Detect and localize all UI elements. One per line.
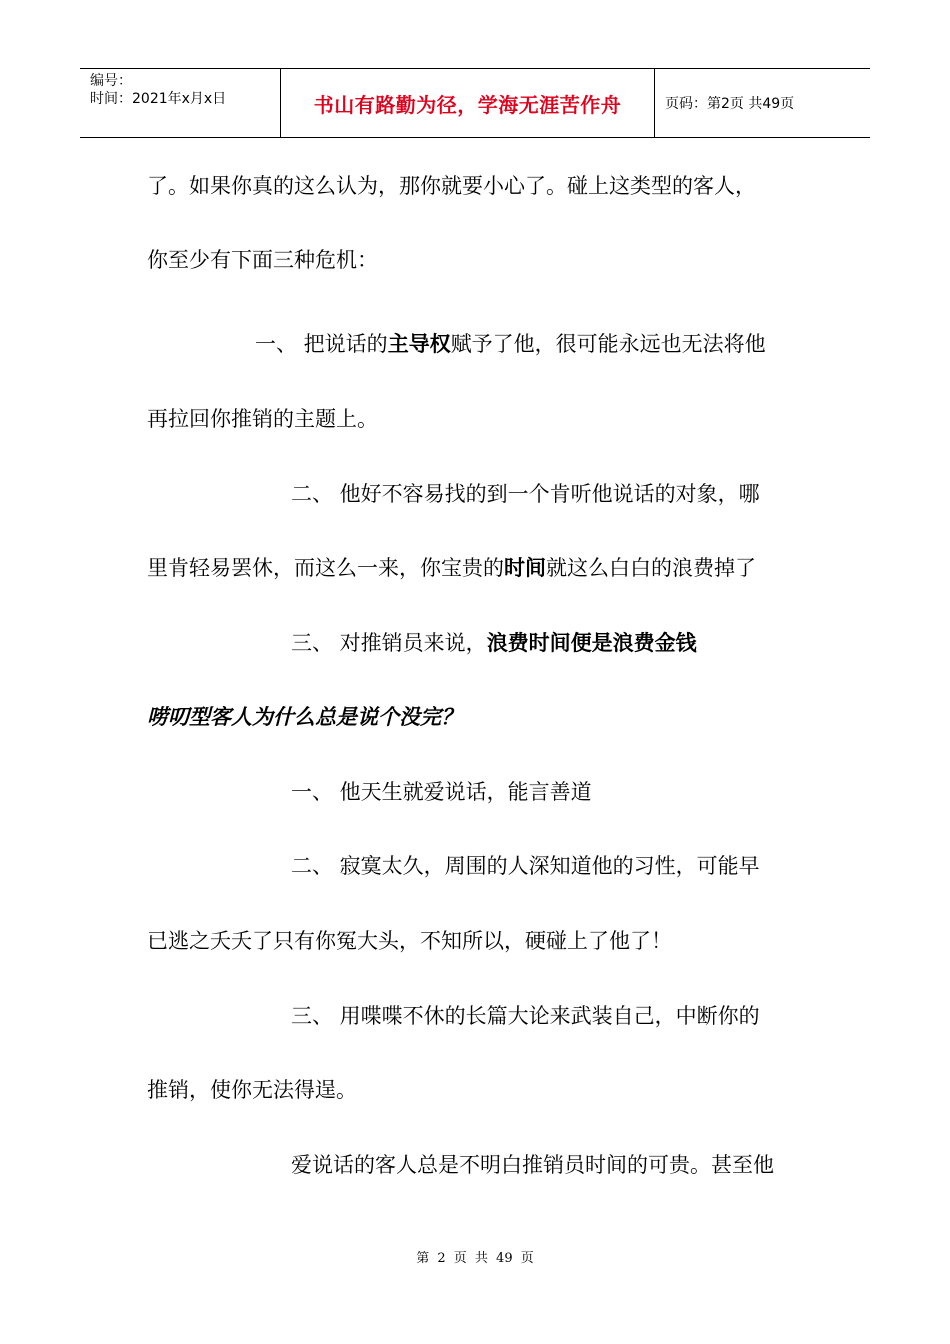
paragraph-line: 已逃之夭夭了只有你冤大头，不知所以，硬碰上了他了！ bbox=[147, 929, 672, 953]
list-item-line: 三、 用喋喋不休的长篇大论来武装自己，中断你的 bbox=[291, 1004, 760, 1028]
paragraph-line: 爱说话的客人总是不明白推销员时间的可贵。甚至他 bbox=[291, 1153, 774, 1177]
text-segment: 就这么白白的浪费掉了 bbox=[546, 556, 756, 580]
paragraph-line: 了。如果你真的这么认为，那你就要小心了。碰上这类型的客人， bbox=[147, 174, 756, 198]
page-header bbox=[80, 68, 870, 138]
paragraph-line bbox=[147, 554, 756, 582]
header-motto: 书山有路勤为径，学海无涯苦作舟 bbox=[281, 69, 655, 137]
list-item-line: 二、 他好不容易找的到一个肯听他说话的对象，哪 bbox=[291, 482, 760, 506]
paragraph-line: 推销，使你无法得逞。 bbox=[147, 1078, 357, 1102]
bold-text: 时间 bbox=[504, 556, 546, 580]
header-meta bbox=[80, 69, 281, 137]
section-heading: 唠叨型客人为什么总是说个没完？ bbox=[147, 704, 462, 729]
text-segment: 一、 把说话的 bbox=[255, 332, 388, 356]
paragraph-line: 你至少有下面三种危机： bbox=[147, 248, 378, 272]
list-item-line bbox=[291, 629, 697, 657]
page-footer: 第 2 页 共 49 页 bbox=[416, 1251, 534, 1266]
bold-text: 主导权 bbox=[387, 332, 451, 356]
document-number-label: 编号： bbox=[90, 73, 132, 89]
document-date: 时间：2021年x月x日 bbox=[90, 91, 227, 107]
list-item-line: 一、 他天生就爱说话，能言善道 bbox=[291, 780, 592, 804]
text-segment: 里肯轻易罢休，而这么一来，你宝贵的 bbox=[147, 556, 504, 580]
list-item-line bbox=[255, 330, 766, 358]
bold-text: 浪费时间便是浪费金钱 bbox=[486, 631, 697, 655]
text-segment: 三、 对推销员来说， bbox=[291, 631, 487, 655]
paragraph-line: 再拉回你推销的主题上。 bbox=[147, 407, 378, 431]
list-item-line: 二、 寂寞太久，周围的人深知道他的习性，可能早 bbox=[291, 854, 760, 878]
text-segment: 赋予了他，很可能永远也无法将他 bbox=[450, 332, 766, 356]
header-page-info: 页码：第2页 共49页 bbox=[665, 96, 795, 112]
